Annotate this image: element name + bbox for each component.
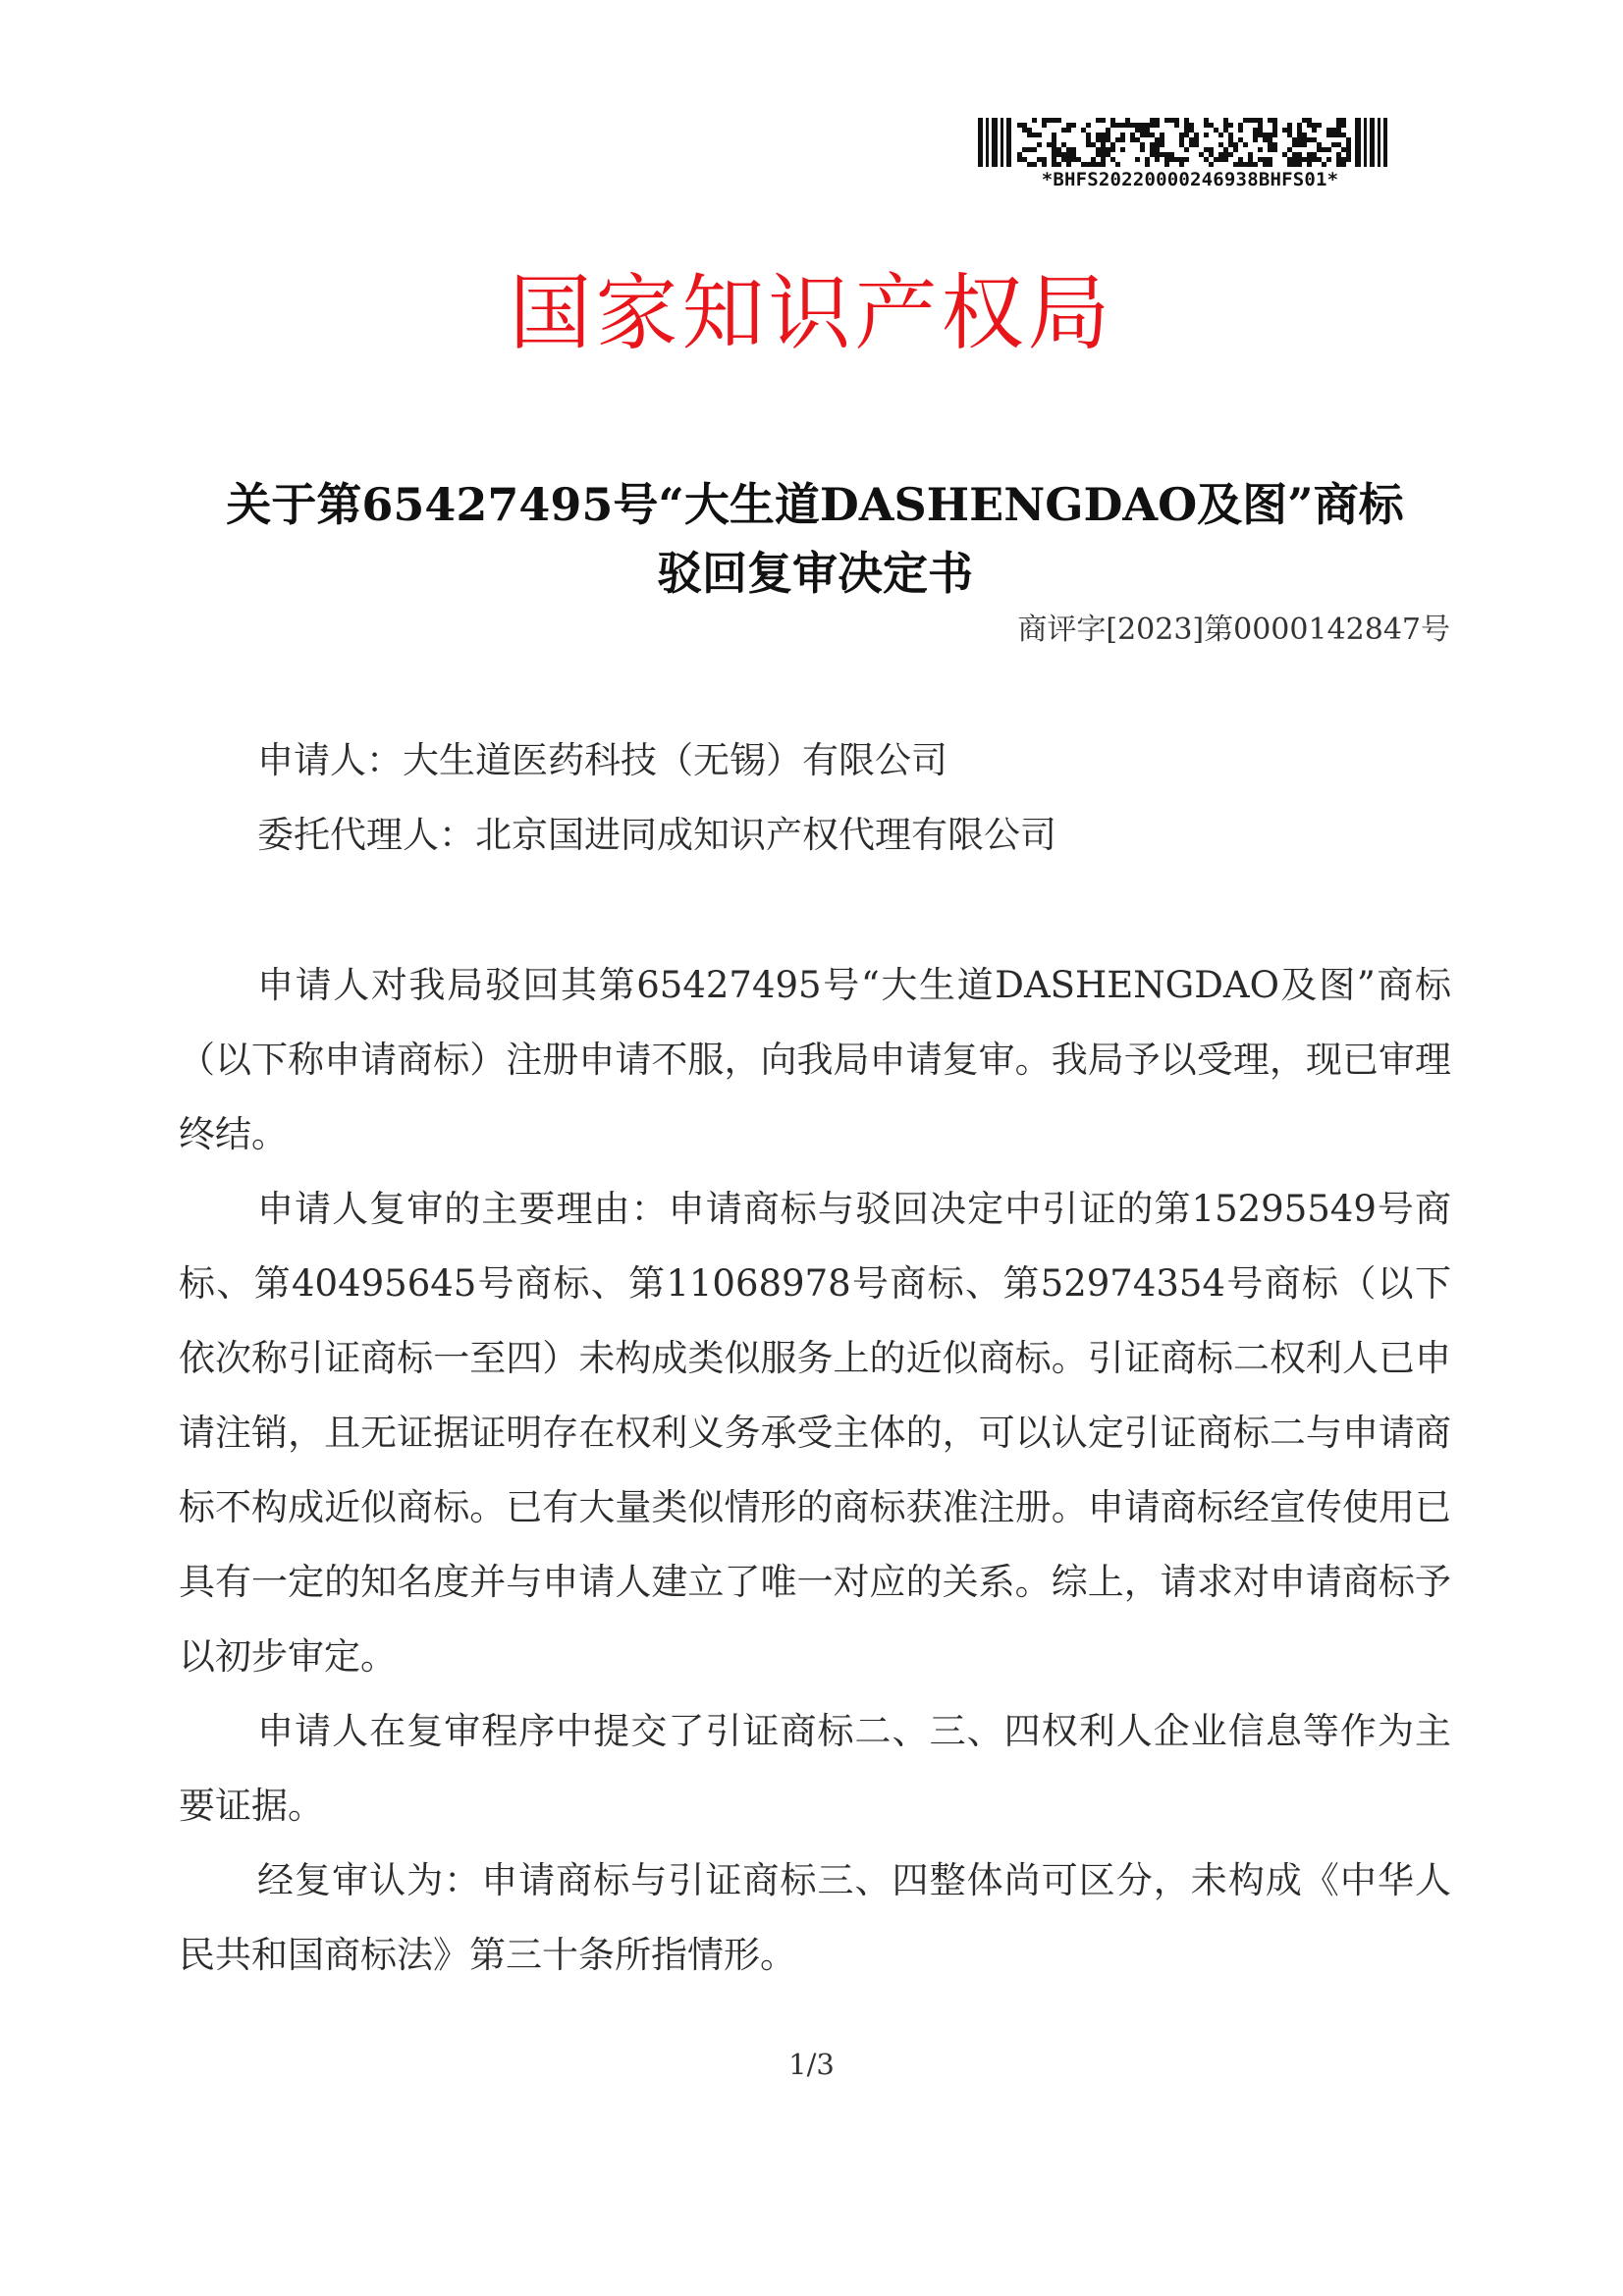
barcode-icon: [978, 118, 1390, 167]
paragraph: 申请人对我局驳回其第65427495号“大生道DASHENGDAO及图”商标（以下称申请商标）注册申请不服，向我局申请复审。我局予以受理，现已审理终结。: [179, 964, 1451, 1155]
document-title-line1: 关于第65427495号“大生道DASHENGDAO及图”商标: [226, 478, 1404, 531]
paragraph: 经复审认为：申请商标与引证商标三、四整体尚可区分，未构成《中华人民共和国商标法》第三十条所指情形。: [179, 1859, 1451, 1976]
barcode: [978, 118, 1390, 194]
barcode-number: *BHFS20220000246938BHFS01*: [1041, 169, 1339, 190]
paragraph: 申请人在复审程序中提交了引证商标二、三、四权利人企业信息等作为主要证据。: [179, 1710, 1451, 1827]
page-number: 1/3: [788, 2048, 835, 2081]
agent: 委托代理人：北京国进同成知识产权代理有限公司: [257, 814, 1056, 856]
applicant: 申请人：大生道医药科技（无锡）有限公司: [257, 739, 947, 781]
paragraph: 申请人复审的主要理由：申请商标与驳回决定中引证的第15295549号商标、第40495645号商标、第11068978号商标、第52974354号商标（以下依次称引证商标一至四）未构成类似服务上的近似商标。引证商标二权利人已申请注销，且无证据证明存在权利义务承受主体的，可以认定引证商标二与申请商标不构成近似商标。已有大量类似情形的商标获准注册。申请商标经宣传使用已具有一定的知名度并与申请人建立了唯一对应的关系。综上，请求对申请商标予以初步审定。: [179, 1188, 1451, 1678]
decision-body: [179, 948, 1451, 1993]
agency-title: 国家知识产权局: [509, 265, 1114, 361]
document-title-line2: 驳回复审决定书: [657, 547, 973, 600]
document-number: 商评字[2023]第0000142847号: [1017, 613, 1450, 647]
